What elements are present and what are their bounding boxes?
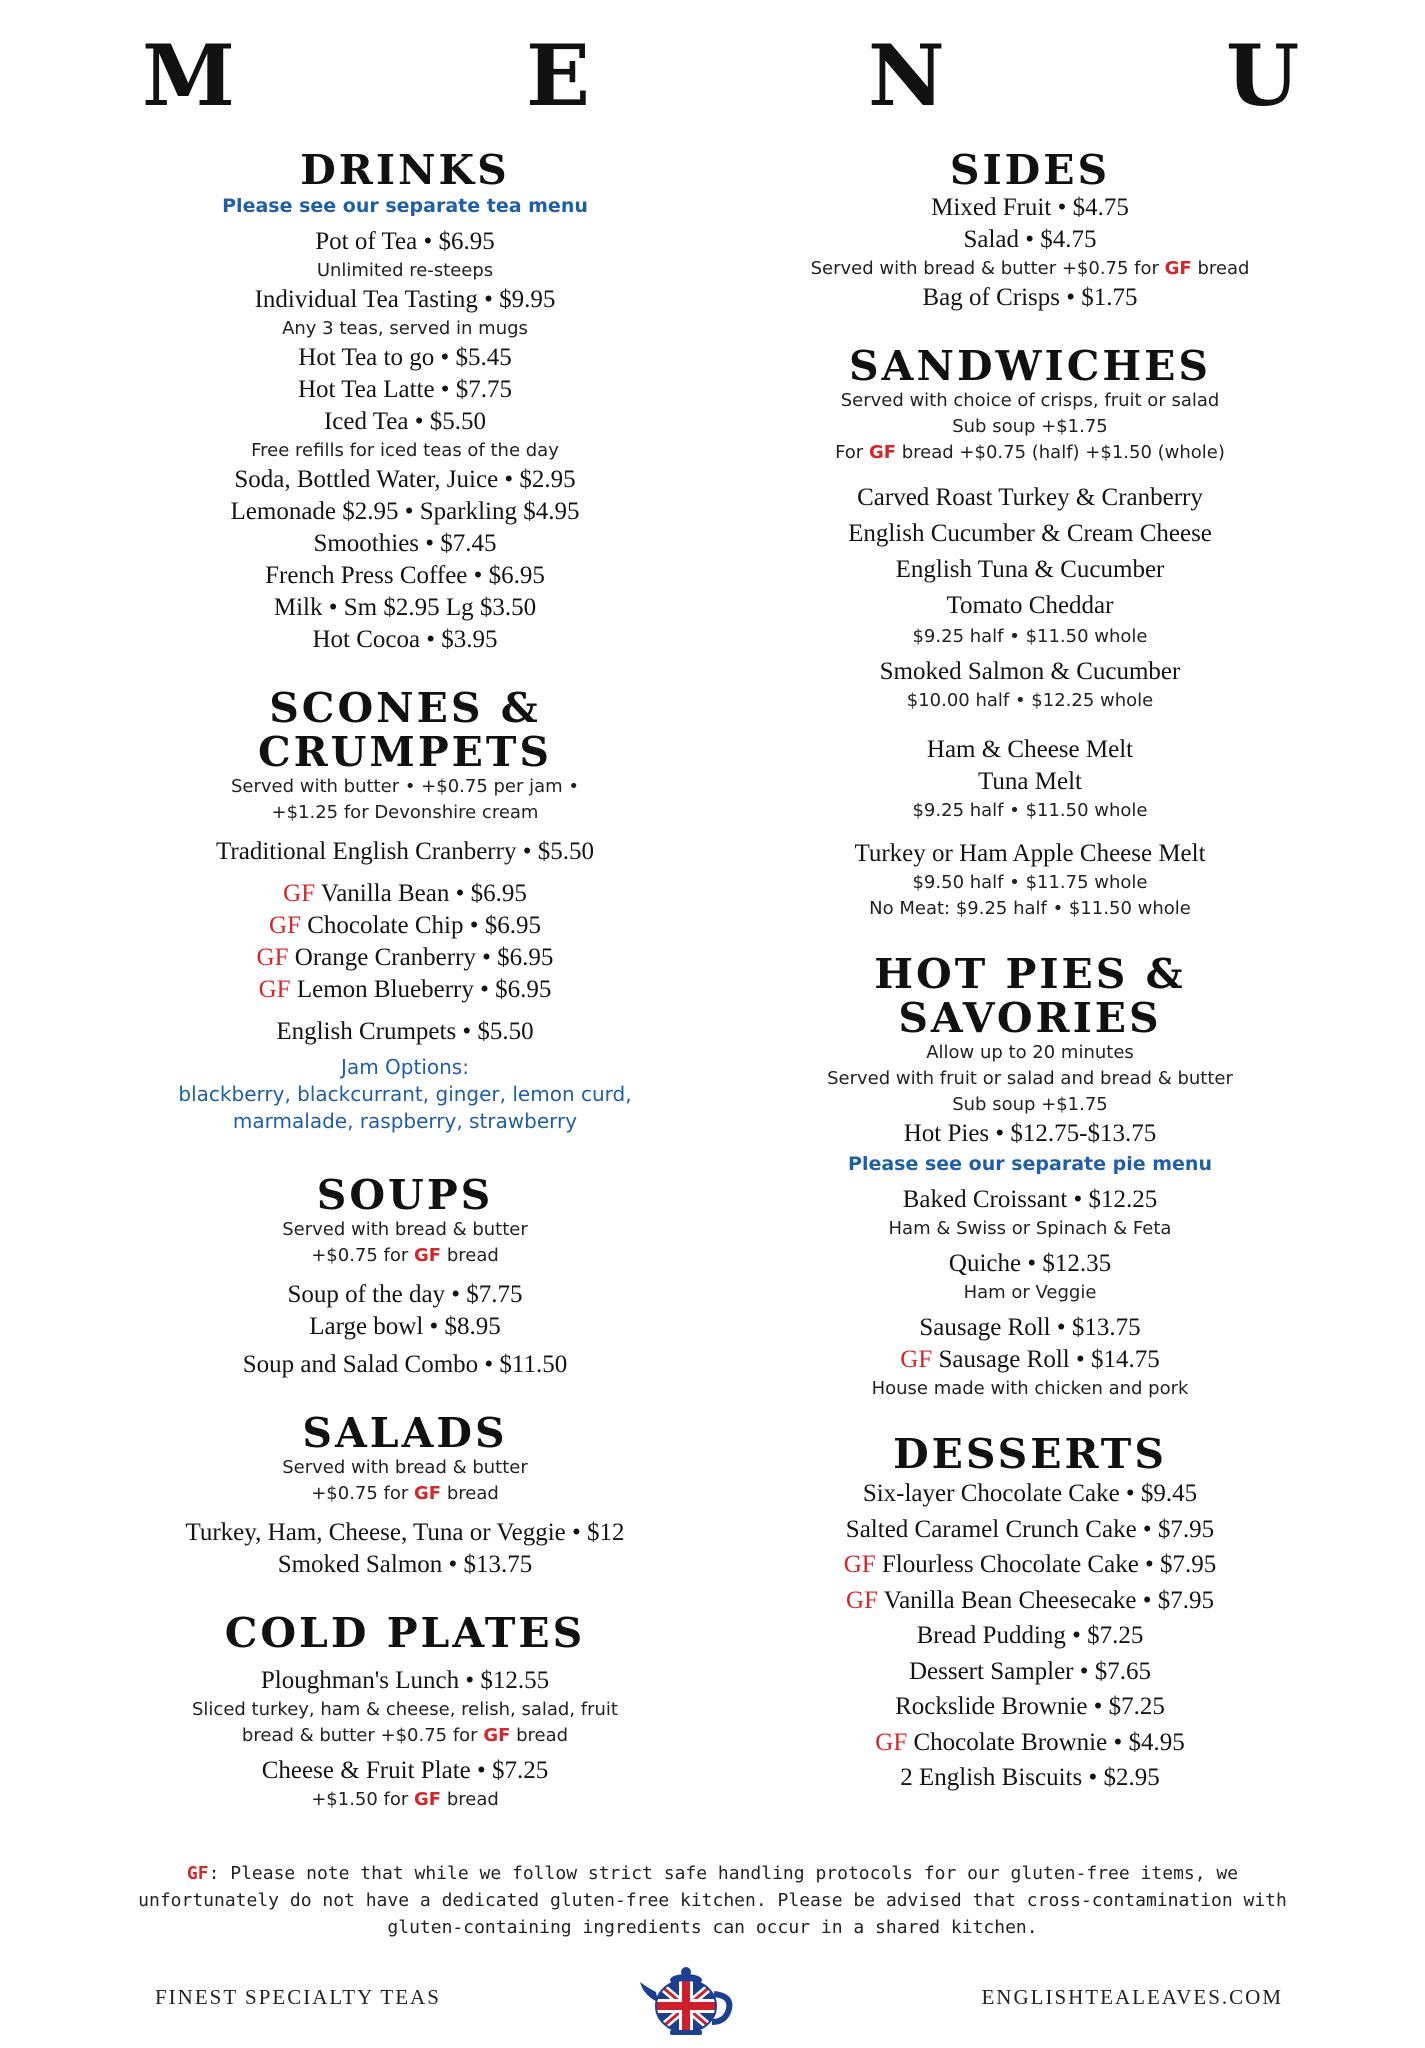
menu-item: English Crumpets • $5.50	[276, 1018, 534, 1045]
item-note: Served with bread & butter	[282, 1219, 528, 1240]
item-note: Served with fruit or salad and bread & butter	[827, 1068, 1233, 1089]
menu-item: GF Lemon Blueberry • $6.95	[258, 976, 552, 1003]
menu-item: Baked Croissant • $12.25	[902, 1186, 1158, 1213]
item-note: Served with butter • +$0.75 per jam •	[230, 776, 580, 797]
gluten-free-disclaimer: GF: Please note that while we follow strict safe handling protocols for our gluten-free items, we unfortunately do not have a dedicated gluten-free kitchen. Please be advised that cross-contamination with gluten-containing ingredients can occur in a shared kitchen.	[138, 1863, 1287, 1938]
pies-heading: HOT PIES & SAVORIES	[874, 950, 1186, 1042]
menu-item: Individual Tea Tasting • $9.95	[254, 286, 556, 313]
sandwiches-section	[750, 344, 1310, 922]
gf-label: GF	[283, 880, 316, 907]
item-note: House made with chicken and pork	[871, 1378, 1189, 1399]
menu-item: Ham & Cheese Melt	[926, 736, 1134, 763]
item-note: Ham & Swiss or Spinach & Feta	[888, 1218, 1172, 1239]
salads-section	[140, 1411, 670, 1581]
menu-item: Cheese & Fruit Plate • $7.25	[261, 1757, 549, 1784]
menu-item: 2 English Biscuits • $2.95	[900, 1764, 1160, 1791]
menu-item: Hot Pies • $12.75-$13.75	[903, 1120, 1157, 1147]
gf-label: GF	[258, 976, 291, 1003]
item-note: Free refills for iced teas of the day	[251, 440, 559, 461]
item-note: +$1.50 for GF bread	[311, 1789, 499, 1810]
menu-item: Smoked Salmon • $13.75	[277, 1551, 533, 1578]
item-note: bread & butter +$0.75 for GF bread	[241, 1725, 569, 1746]
menu-item: Hot Tea to go • $5.45	[298, 344, 512, 371]
menu-item: Soda, Bottled Water, Juice • $2.95	[234, 466, 576, 493]
menu-item: Salted Caramel Crunch Cake • $7.95	[845, 1515, 1215, 1543]
left-column	[140, 148, 670, 1813]
item-note: For GF bread +$0.75 (half) +$1.50 (whole)	[835, 442, 1225, 463]
menu-item: French Press Coffee • $6.95	[265, 562, 545, 589]
footer-tagline: FINEST SPECIALTY TEAS	[155, 1985, 441, 2009]
menu-item: Salad • $4.75	[963, 226, 1097, 253]
menu-item: Sausage Roll • $13.75	[919, 1314, 1141, 1341]
item-note: Served with bread & butter	[282, 1457, 528, 1478]
item-note: Sliced turkey, ham & cheese, relish, salad, fruit	[192, 1699, 618, 1720]
menu-item: Rockslide Brownie • $7.25	[895, 1693, 1165, 1720]
menu-item: GF Chocolate Brownie • $4.95	[875, 1728, 1185, 1756]
sandwiches-heading: SANDWICHES	[849, 342, 1211, 390]
menu-item: Traditional English Cranberry • $5.50	[216, 838, 594, 865]
cold-plates-heading: COLD PLATES	[224, 1609, 586, 1657]
menu-item: Lemonade $2.95 • Sparkling $4.95	[230, 498, 580, 525]
title-letter-e: E	[526, 26, 591, 125]
menu-item: Turkey or Ham Apple Cheese Melt	[854, 840, 1206, 867]
menu-item: Hot Cocoa • $3.95	[312, 626, 498, 653]
menu-item: Quiche • $12.35	[948, 1250, 1112, 1277]
soups-section	[140, 1173, 670, 1381]
salads-heading: SALADS	[302, 1409, 508, 1457]
gf-label: GF	[900, 1346, 933, 1373]
pie-menu-note: Please see our separate pie menu	[848, 1153, 1212, 1175]
menu-item: Ploughman's Lunch • $12.55	[260, 1667, 550, 1694]
menu-item: Large bowl • $8.95	[309, 1313, 501, 1340]
item-note: Ham or Veggie	[963, 1282, 1097, 1303]
item-note: Sub soup +$1.75	[952, 1094, 1108, 1115]
menu-item: Iced Tea • $5.50	[323, 408, 487, 435]
menu-item: Tomato Cheddar	[946, 592, 1114, 619]
menu-item: Bag of Crisps • $1.75	[922, 284, 1138, 311]
item-note: +$1.25 for Devonshire cream	[271, 802, 539, 823]
item-note: Served with bread & butter +$0.75 for GF bread	[810, 258, 1250, 279]
menu-item: GF Orange Cranberry • $6.95	[256, 944, 554, 971]
menu-item: GF Flourless Chocolate Cake • $7.95	[843, 1551, 1217, 1578]
right-column	[750, 148, 1310, 1796]
menu-item: Pot of Tea • $6.95	[315, 228, 495, 255]
gf-label: GF	[846, 1586, 878, 1614]
price-note: $9.50 half • $11.75 whole	[912, 872, 1148, 893]
menu-item: Six-layer Chocolate Cake • $9.45	[862, 1480, 1198, 1507]
gf-label: GF	[269, 912, 301, 939]
jam-options: blackberry, blackcurrant, ginger, lemon curd,	[178, 1082, 632, 1106]
menu-item: GF Chocolate Chip • $6.95	[269, 912, 541, 939]
menu-item: Smoked Salmon & Cucumber	[879, 658, 1181, 685]
scones-heading: SCONES & CRUMPETS	[257, 684, 553, 776]
gf-label: GF	[256, 944, 289, 971]
price-note: $9.25 half • $11.50 whole	[912, 800, 1148, 821]
menu-item: Mixed Fruit • $4.75	[931, 194, 1129, 221]
gf-label: GF	[186, 1863, 209, 1884]
scones-section	[140, 686, 670, 1135]
item-note: Sub soup +$1.75	[952, 416, 1108, 437]
item-note: +$0.75 for GF bread	[311, 1483, 499, 1504]
pies-section	[750, 952, 1310, 1402]
menu-title	[0, 26, 1425, 125]
soups-heading: SOUPS	[316, 1171, 494, 1219]
jam-options: marmalade, raspberry, strawberry	[232, 1109, 578, 1133]
title-letter-m: M	[142, 26, 235, 125]
gf-label: GF	[875, 1728, 908, 1756]
menu-item: Turkey, Ham, Cheese, Tuna or Veggie • $12	[185, 1519, 625, 1546]
menu-item: Dessert Sampler • $7.65	[908, 1657, 1152, 1685]
menu-item: Bread Pudding • $7.25	[916, 1622, 1144, 1649]
desserts-section	[750, 1432, 1310, 1796]
union-jack-teapot-icon	[636, 1952, 736, 2042]
menu-item: Milk • Sm $2.95 Lg $3.50	[273, 594, 537, 621]
item-note: Unlimited re-steeps	[316, 260, 494, 281]
title-letter-u: U	[1226, 26, 1300, 125]
title-letter-n: N	[868, 26, 945, 125]
jam-heading: Jam Options:	[341, 1055, 469, 1079]
price-note: $10.00 half • $12.25 whole	[906, 690, 1154, 711]
menu-item: Hot Tea Latte • $7.75	[297, 376, 513, 403]
item-note: Allow up to 20 minutes	[926, 1042, 1134, 1063]
menu-item: English Cucumber & Cream Cheese	[848, 520, 1212, 547]
menu-item: English Tuna & Cucumber	[895, 556, 1165, 583]
menu-item: Soup and Salad Combo • $11.50	[242, 1351, 568, 1378]
menu-item: GF Vanilla Bean • $6.95	[283, 880, 527, 907]
sides-heading: SIDES	[949, 146, 1111, 194]
menu-item: GF Sausage Roll • $14.75	[900, 1346, 1160, 1373]
item-note: Served with choice of crisps, fruit or salad	[840, 390, 1220, 411]
price-note: $9.25 half • $11.50 whole	[912, 626, 1148, 647]
gf-label: GF	[843, 1551, 876, 1578]
price-note: No Meat: $9.25 half • $11.50 whole	[869, 898, 1191, 919]
sides-section	[750, 148, 1310, 314]
menu-item: GF Vanilla Bean Cheesecake • $7.95	[846, 1586, 1214, 1614]
cold-plates-section	[140, 1611, 670, 1813]
tea-menu-note: Please see our separate tea menu	[222, 195, 588, 217]
item-note: Any 3 teas, served in mugs	[282, 318, 528, 339]
menu-item: Carved Roast Turkey & Cranberry	[857, 484, 1203, 511]
item-note: +$0.75 for GF bread	[311, 1245, 499, 1266]
menu-item: Tuna Melt	[978, 768, 1082, 795]
drinks-section	[140, 148, 670, 656]
menu-item: Smoothies • $7.45	[313, 530, 497, 557]
drinks-heading: DRINKS	[300, 146, 510, 194]
desserts-heading: DESSERTS	[893, 1430, 1167, 1478]
footer-website: ENGLISHTEALEAVES.COM	[981, 1985, 1283, 2009]
menu-item: Soup of the day • $7.75	[287, 1281, 523, 1308]
